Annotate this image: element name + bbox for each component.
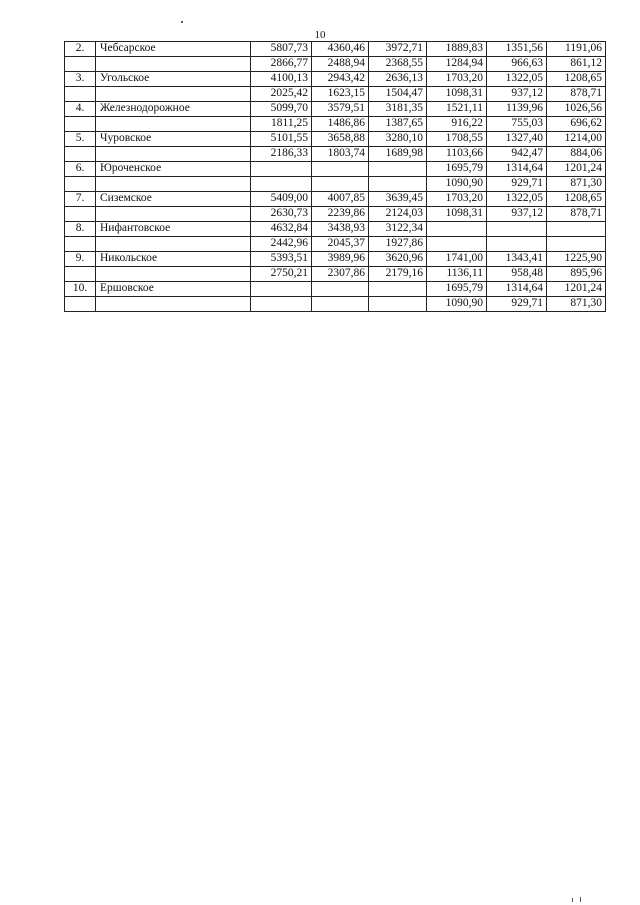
tariff-table bbox=[64, 41, 606, 312]
value-cell: 3972,71 bbox=[369, 42, 427, 57]
settlement-name-cell: Железнодорожное bbox=[96, 102, 251, 117]
value-cell: 1695,79 bbox=[427, 282, 487, 297]
value-cell: 1327,40 bbox=[487, 132, 547, 147]
value-cell bbox=[312, 297, 369, 312]
value-cell: 2239,86 bbox=[312, 207, 369, 222]
value-cell bbox=[312, 177, 369, 192]
value-cell bbox=[251, 177, 312, 192]
row-number-cell bbox=[65, 147, 96, 162]
value-cell: 4360,46 bbox=[312, 42, 369, 57]
value-cell: 1689,98 bbox=[369, 147, 427, 162]
value-cell: 1351,56 bbox=[487, 42, 547, 57]
settlement-name-cell: Чуровское bbox=[96, 132, 251, 147]
settlement-name-cell bbox=[96, 177, 251, 192]
value-cell: 861,12 bbox=[547, 57, 606, 72]
value-cell: 1623,15 bbox=[312, 87, 369, 102]
value-cell: 929,71 bbox=[487, 177, 547, 192]
value-cell: 1521,11 bbox=[427, 102, 487, 117]
value-cell: 1703,20 bbox=[427, 72, 487, 87]
value-cell: 3181,35 bbox=[369, 102, 427, 117]
value-cell bbox=[427, 237, 487, 252]
value-cell: 1322,05 bbox=[487, 72, 547, 87]
value-cell: 2186,33 bbox=[251, 147, 312, 162]
row-number-cell: 2. bbox=[65, 42, 96, 57]
row-number-cell bbox=[65, 207, 96, 222]
value-cell: 3620,96 bbox=[369, 252, 427, 267]
value-cell: 937,12 bbox=[487, 207, 547, 222]
settlement-name-cell bbox=[96, 57, 251, 72]
table-row bbox=[65, 102, 606, 117]
value-cell bbox=[547, 237, 606, 252]
value-cell: 5807,73 bbox=[251, 42, 312, 57]
value-cell bbox=[312, 282, 369, 297]
value-cell: 2636,13 bbox=[369, 72, 427, 87]
settlement-name-cell: Сиземское bbox=[96, 192, 251, 207]
value-cell: 1343,41 bbox=[487, 252, 547, 267]
value-cell bbox=[369, 177, 427, 192]
settlement-name-cell bbox=[96, 267, 251, 282]
value-cell: 1026,56 bbox=[547, 102, 606, 117]
table-row bbox=[65, 267, 606, 282]
value-cell: 942,47 bbox=[487, 147, 547, 162]
value-cell: 1741,00 bbox=[427, 252, 487, 267]
value-cell: 3280,10 bbox=[369, 132, 427, 147]
value-cell: 3989,96 bbox=[312, 252, 369, 267]
value-cell: 2750,21 bbox=[251, 267, 312, 282]
value-cell bbox=[251, 297, 312, 312]
value-cell: 1201,24 bbox=[547, 162, 606, 177]
value-cell: 1208,65 bbox=[547, 192, 606, 207]
table-row bbox=[65, 72, 606, 87]
value-cell: 1098,31 bbox=[427, 207, 487, 222]
value-cell: 2124,03 bbox=[369, 207, 427, 222]
value-cell: 916,22 bbox=[427, 117, 487, 132]
settlement-name-cell: Угольское bbox=[96, 72, 251, 87]
value-cell: 958,48 bbox=[487, 267, 547, 282]
value-cell: 871,30 bbox=[547, 177, 606, 192]
value-cell: 1695,79 bbox=[427, 162, 487, 177]
settlement-name-cell bbox=[96, 117, 251, 132]
table-row bbox=[65, 147, 606, 162]
value-cell: 3579,51 bbox=[312, 102, 369, 117]
value-cell bbox=[369, 297, 427, 312]
value-cell: 1208,65 bbox=[547, 72, 606, 87]
settlement-name-cell bbox=[96, 87, 251, 102]
row-number-cell bbox=[65, 237, 96, 252]
value-cell: 937,12 bbox=[487, 87, 547, 102]
row-number-cell bbox=[65, 267, 96, 282]
value-cell: 2866,77 bbox=[251, 57, 312, 72]
value-cell: 1136,11 bbox=[427, 267, 487, 282]
row-number-cell: 10. bbox=[65, 282, 96, 297]
scan-speck bbox=[580, 897, 581, 902]
value-cell bbox=[487, 237, 547, 252]
table-row bbox=[65, 297, 606, 312]
scan-speck bbox=[572, 898, 573, 902]
value-cell: 1314,64 bbox=[487, 162, 547, 177]
settlement-name-cell: Нифантовское bbox=[96, 222, 251, 237]
value-cell: 1927,86 bbox=[369, 237, 427, 252]
value-cell: 5409,00 bbox=[251, 192, 312, 207]
table-row bbox=[65, 222, 606, 237]
settlement-name-cell bbox=[96, 147, 251, 162]
value-cell: 1504,47 bbox=[369, 87, 427, 102]
value-cell: 3658,88 bbox=[312, 132, 369, 147]
value-cell bbox=[427, 222, 487, 237]
settlement-name-cell: Никольское bbox=[96, 252, 251, 267]
value-cell bbox=[369, 282, 427, 297]
scan-speck bbox=[181, 21, 183, 23]
value-cell: 1090,90 bbox=[427, 297, 487, 312]
settlement-name-cell bbox=[96, 207, 251, 222]
value-cell: 884,06 bbox=[547, 147, 606, 162]
value-cell bbox=[251, 162, 312, 177]
row-number-cell bbox=[65, 117, 96, 132]
value-cell: 1322,05 bbox=[487, 192, 547, 207]
value-cell: 2179,16 bbox=[369, 267, 427, 282]
value-cell: 2488,94 bbox=[312, 57, 369, 72]
value-cell: 1090,90 bbox=[427, 177, 487, 192]
value-cell: 1811,25 bbox=[251, 117, 312, 132]
value-cell: 1191,06 bbox=[547, 42, 606, 57]
value-cell: 2630,73 bbox=[251, 207, 312, 222]
value-cell: 4632,84 bbox=[251, 222, 312, 237]
value-cell bbox=[547, 222, 606, 237]
value-cell: 2943,42 bbox=[312, 72, 369, 87]
table-row bbox=[65, 57, 606, 72]
value-cell: 1314,64 bbox=[487, 282, 547, 297]
value-cell: 5393,51 bbox=[251, 252, 312, 267]
value-cell: 755,03 bbox=[487, 117, 547, 132]
value-cell: 1387,65 bbox=[369, 117, 427, 132]
table-row bbox=[65, 132, 606, 147]
row-number-cell bbox=[65, 87, 96, 102]
value-cell: 895,96 bbox=[547, 267, 606, 282]
value-cell: 696,62 bbox=[547, 117, 606, 132]
value-cell bbox=[251, 282, 312, 297]
value-cell: 2307,86 bbox=[312, 267, 369, 282]
table-row bbox=[65, 117, 606, 132]
row-number-cell: 9. bbox=[65, 252, 96, 267]
value-cell: 3639,45 bbox=[369, 192, 427, 207]
value-cell: 4007,85 bbox=[312, 192, 369, 207]
value-cell: 1803,74 bbox=[312, 147, 369, 162]
page-number: 10 bbox=[314, 29, 326, 41]
value-cell: 4100,13 bbox=[251, 72, 312, 87]
value-cell: 878,71 bbox=[547, 87, 606, 102]
value-cell: 1225,90 bbox=[547, 252, 606, 267]
value-cell bbox=[369, 162, 427, 177]
settlement-name-cell: Чебсарское bbox=[96, 42, 251, 57]
row-number-cell: 4. bbox=[65, 102, 96, 117]
row-number-cell: 8. bbox=[65, 222, 96, 237]
value-cell: 2368,55 bbox=[369, 57, 427, 72]
table-row bbox=[65, 282, 606, 297]
settlement-name-cell bbox=[96, 237, 251, 252]
value-cell: 1214,00 bbox=[547, 132, 606, 147]
value-cell bbox=[487, 222, 547, 237]
row-number-cell bbox=[65, 57, 96, 72]
value-cell: 1098,31 bbox=[427, 87, 487, 102]
value-cell: 1139,96 bbox=[487, 102, 547, 117]
value-cell: 1201,24 bbox=[547, 282, 606, 297]
row-number-cell: 6. bbox=[65, 162, 96, 177]
value-cell: 2025,42 bbox=[251, 87, 312, 102]
row-number-cell: 3. bbox=[65, 72, 96, 87]
table-row bbox=[65, 237, 606, 252]
table-row bbox=[65, 42, 606, 57]
row-number-cell: 5. bbox=[65, 132, 96, 147]
value-cell: 2045,37 bbox=[312, 237, 369, 252]
table-row bbox=[65, 162, 606, 177]
value-cell: 966,63 bbox=[487, 57, 547, 72]
row-number-cell: 7. bbox=[65, 192, 96, 207]
table-row bbox=[65, 177, 606, 192]
table-row bbox=[65, 87, 606, 102]
settlement-name-cell bbox=[96, 297, 251, 312]
value-cell: 3438,93 bbox=[312, 222, 369, 237]
value-cell: 1889,83 bbox=[427, 42, 487, 57]
value-cell: 1486,86 bbox=[312, 117, 369, 132]
value-cell: 1103,66 bbox=[427, 147, 487, 162]
settlement-name-cell: Юроченское bbox=[96, 162, 251, 177]
table-body bbox=[65, 42, 606, 312]
value-cell: 929,71 bbox=[487, 297, 547, 312]
value-cell: 5101,55 bbox=[251, 132, 312, 147]
row-number-cell bbox=[65, 177, 96, 192]
table-row bbox=[65, 252, 606, 267]
value-cell: 871,30 bbox=[547, 297, 606, 312]
table-row bbox=[65, 207, 606, 222]
table-row bbox=[65, 192, 606, 207]
row-number-cell bbox=[65, 297, 96, 312]
value-cell: 1284,94 bbox=[427, 57, 487, 72]
value-cell: 3122,34 bbox=[369, 222, 427, 237]
settlement-name-cell: Ершовское bbox=[96, 282, 251, 297]
value-cell: 2442,96 bbox=[251, 237, 312, 252]
value-cell: 5099,70 bbox=[251, 102, 312, 117]
value-cell: 878,71 bbox=[547, 207, 606, 222]
value-cell: 1708,55 bbox=[427, 132, 487, 147]
value-cell: 1703,20 bbox=[427, 192, 487, 207]
value-cell bbox=[312, 162, 369, 177]
